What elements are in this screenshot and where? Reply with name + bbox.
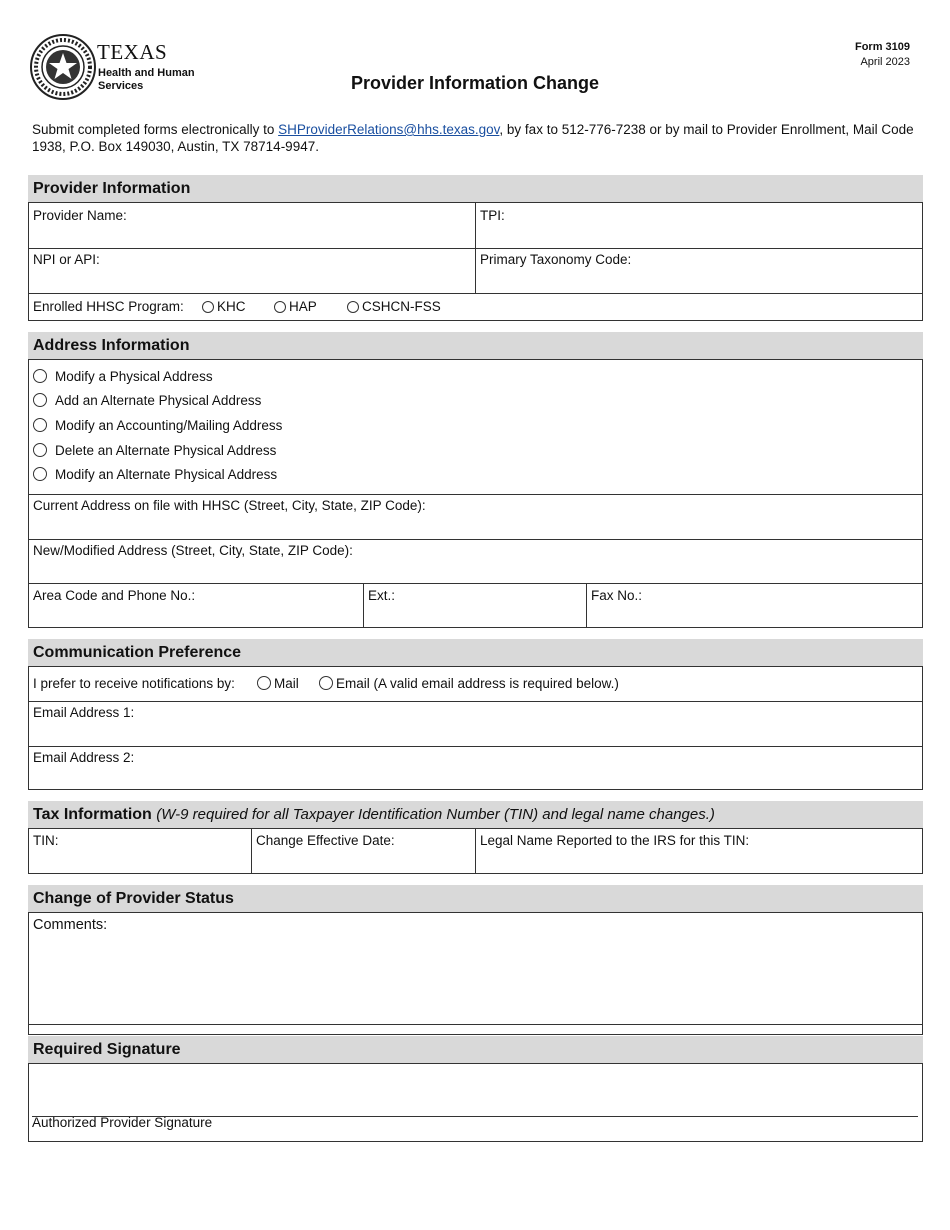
address-option-add-alternate[interactable] bbox=[33, 393, 261, 408]
form-number-block bbox=[855, 40, 910, 70]
prefer-label: I prefer to receive notifications by: bbox=[33, 676, 235, 691]
page-title: Provider Information Change bbox=[350, 73, 600, 93]
radio-icon bbox=[33, 369, 47, 383]
address-option-modify-alternate[interactable] bbox=[33, 467, 277, 482]
email-address-1-field[interactable]: Email Address 1: bbox=[33, 705, 135, 720]
radio-icon bbox=[33, 393, 47, 407]
legal-name-field[interactable]: Legal Name Reported to the IRS for this TIN: bbox=[480, 833, 750, 848]
form-number: Form 3109 bbox=[854, 41, 910, 53]
logo-line-3: Services bbox=[98, 80, 144, 92]
tax-info-heading bbox=[28, 801, 923, 828]
email-address-2-field[interactable]: Email Address 2: bbox=[33, 750, 135, 765]
signature-box bbox=[28, 1063, 923, 1142]
program-cshcn-label: CSHCN-FSS bbox=[362, 299, 441, 314]
tpi-field[interactable]: TPI: bbox=[480, 208, 505, 223]
new-address-field[interactable]: New/Modified Address (Street, City, State, ZIP Code): bbox=[33, 543, 353, 558]
tax-info-box bbox=[28, 828, 923, 874]
signature-label: Authorized Provider Signature bbox=[32, 1115, 213, 1130]
effective-date-field[interactable]: Change Effective Date: bbox=[256, 833, 395, 848]
address-option-delete-alternate[interactable] bbox=[33, 443, 276, 458]
tax-heading-text: Tax Information bbox=[33, 806, 152, 823]
logo-title: TEXAS bbox=[97, 40, 168, 64]
address-option-modify-physical[interactable] bbox=[33, 369, 213, 384]
address-option-label: Add an Alternate Physical Address bbox=[55, 393, 262, 408]
npi-field[interactable]: NPI or API: bbox=[33, 252, 100, 267]
address-option-label: Delete an Alternate Physical Address bbox=[55, 443, 277, 458]
taxonomy-field[interactable]: Primary Taxonomy Code: bbox=[480, 252, 632, 267]
intro-text bbox=[32, 121, 917, 155]
notify-mail-label: Mail bbox=[274, 676, 299, 691]
radio-icon bbox=[33, 443, 47, 457]
radio-icon bbox=[274, 301, 286, 313]
tax-heading-note: (W-9 required for all Taxpayer Identification Number (TIN) and legal name changes.) bbox=[156, 806, 715, 823]
tin-field[interactable]: TIN: bbox=[33, 833, 59, 848]
notify-mail-radio[interactable] bbox=[257, 676, 299, 691]
program-label: Enrolled HHSC Program: bbox=[33, 299, 184, 314]
fax-field[interactable]: Fax No.: bbox=[591, 588, 643, 603]
signature-heading: Required Signature bbox=[28, 1036, 923, 1063]
form-date: April 2023 bbox=[860, 56, 910, 68]
notify-email-label: Email (A valid email address is required below.) bbox=[336, 676, 619, 691]
communication-heading: Communication Preference bbox=[28, 639, 923, 666]
radio-icon bbox=[202, 301, 214, 313]
radio-icon bbox=[33, 467, 47, 481]
address-option-label: Modify an Accounting/Mailing Address bbox=[55, 418, 283, 433]
ext-field[interactable]: Ext.: bbox=[368, 588, 396, 603]
communication-box bbox=[28, 666, 923, 790]
provider-name-field[interactable]: Provider Name: bbox=[33, 208, 127, 223]
address-info-heading: Address Information bbox=[28, 332, 923, 359]
current-address-field[interactable]: Current Address on file with HHSC (Street, City, State, ZIP Code): bbox=[33, 498, 426, 513]
radio-icon bbox=[319, 676, 333, 690]
address-option-label: Modify an Alternate Physical Address bbox=[55, 467, 278, 482]
status-box bbox=[28, 912, 923, 1035]
program-khc-radio[interactable] bbox=[202, 299, 246, 314]
program-khc-label: KHC bbox=[217, 299, 246, 314]
notify-email-radio[interactable] bbox=[319, 676, 619, 691]
phone-field[interactable]: Area Code and Phone No.: bbox=[33, 588, 196, 603]
provider-info-box bbox=[28, 202, 923, 321]
address-info-box bbox=[28, 359, 923, 628]
program-cshcn-radio[interactable] bbox=[347, 299, 441, 314]
status-heading: Change of Provider Status bbox=[28, 885, 923, 912]
email-link[interactable]: SHProviderRelations@hhs.texas.gov bbox=[278, 122, 500, 137]
comments-label: Comments: bbox=[33, 917, 108, 933]
address-option-modify-accounting[interactable] bbox=[33, 418, 282, 433]
program-hap-radio[interactable] bbox=[274, 299, 317, 314]
logo-line-2: Health and Human bbox=[98, 67, 195, 79]
radio-icon bbox=[33, 418, 47, 432]
comments-area[interactable] bbox=[29, 935, 922, 1024]
intro-prefix: Submit completed forms electronically to bbox=[32, 122, 279, 137]
provider-info-heading: Provider Information bbox=[28, 175, 923, 202]
radio-icon bbox=[257, 676, 271, 690]
signature-field[interactable] bbox=[29, 1064, 922, 1116]
address-option-label: Modify a Physical Address bbox=[55, 369, 213, 384]
radio-icon bbox=[347, 301, 359, 313]
program-hap-label: HAP bbox=[289, 299, 317, 314]
intro-suffix: , by fax to 512-776-7238 or by mail to Provider Enrollment, Mail Code 1938, P.O. Box 149030, Austin, TX 78714-9947. bbox=[32, 122, 914, 154]
